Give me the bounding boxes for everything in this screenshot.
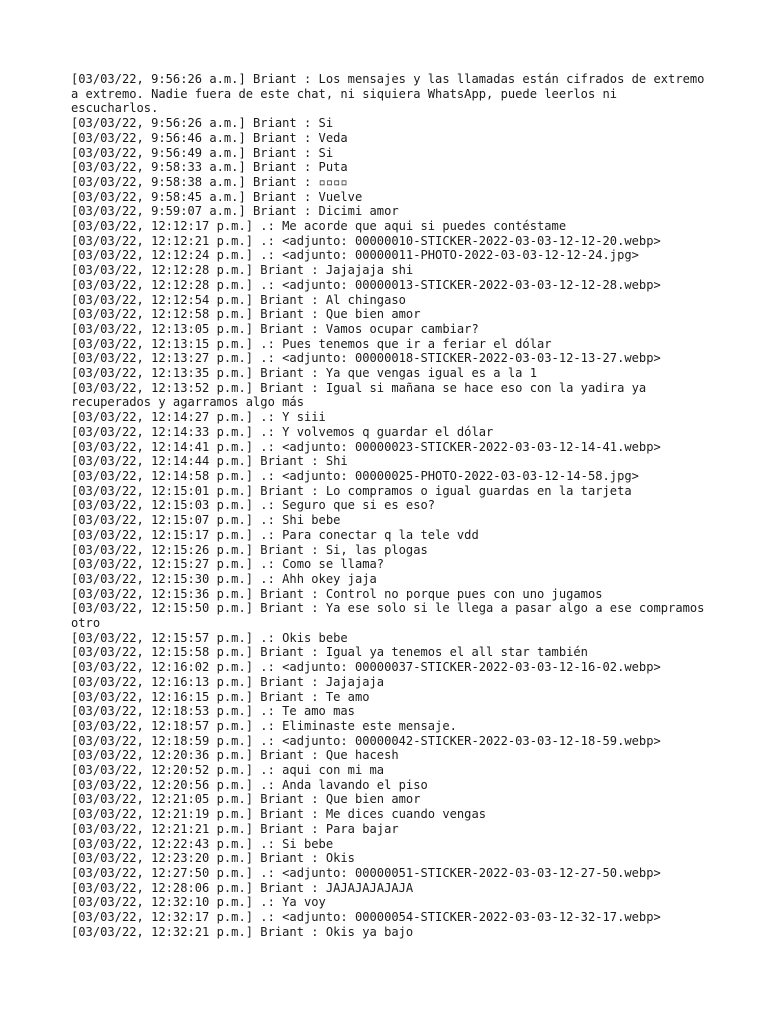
chat-message-line: [03/03/22, 12:14:58 p.m.] .: <adjunto: 00000025-PHOTO-2022-03-03-12-14-58.jpg> <box>71 468 639 483</box>
chat-message-line: [03/03/22, 12:15:36 p.m.] Briant : Control no porque pues con uno jugamos <box>71 586 603 601</box>
chat-message-line: [03/03/22, 12:12:17 p.m.] .: Me acorde que aqui si puedes contéstame <box>71 219 567 234</box>
chat-transcript <box>71 72 711 939</box>
chat-message-line: [03/03/22, 12:18:57 p.m.] .: Eliminaste este mensaje. <box>71 718 457 733</box>
chat-message-line: [03/03/22, 12:14:33 p.m.] .: Y volvemos q guardar el dólar <box>71 424 494 439</box>
chat-message-line: [03/03/22, 12:13:27 p.m.] .: <adjunto: 00000018-STICKER-2022-03-03-12-13-27.webp> <box>71 351 661 366</box>
chat-message-line: [03/03/22, 12:15:07 p.m.] .: Shi bebe <box>71 513 341 528</box>
chat-message-line: [03/03/22, 12:15:26 p.m.] Briant : Si, las plogas <box>71 542 428 557</box>
chat-message-line: [03/03/22, 12:14:44 p.m.] Briant : Shi <box>71 454 348 469</box>
chat-message-line: [03/03/22, 12:12:28 p.m.] Briant : Jajajaja shi <box>71 263 414 278</box>
chat-message-line: [03/03/22, 12:15:57 p.m.] .: Okis bebe <box>71 630 348 645</box>
chat-message-line: [03/03/22, 12:14:41 p.m.] .: <adjunto: 00000023-STICKER-2022-03-03-12-14-41.webp> <box>71 439 661 454</box>
chat-message-line: [03/03/22, 12:21:21 p.m.] Briant : Para bajar <box>71 821 399 836</box>
chat-message-line: [03/03/22, 12:32:10 p.m.] .: Ya voy <box>71 895 326 910</box>
chat-message-line: [03/03/22, 12:15:03 p.m.] .: Seguro que si es eso? <box>71 498 436 513</box>
chat-message-line: [03/03/22, 12:13:52 p.m.] Briant : Igual si mañana se hace eso con la yadira ya recuperados y agarramos algo más <box>71 380 654 410</box>
chat-message-line: [03/03/22, 9:58:38 a.m.] Briant : ▫▫▫▫ <box>71 174 348 189</box>
chat-message-line: [03/03/22, 9:58:45 a.m.] Briant : Vuelve <box>71 189 363 204</box>
chat-message-line: [03/03/22, 9:58:33 a.m.] Briant : Puta <box>71 160 348 175</box>
chat-message-line: [03/03/22, 12:15:50 p.m.] Briant : Ya ese solo si le llega a pasar algo a ese compramos otro <box>71 601 712 631</box>
chat-message-line: [03/03/22, 12:15:30 p.m.] .: Ahh okey jaja <box>71 571 377 586</box>
chat-message-line: [03/03/22, 12:15:17 p.m.] .: Para conectar q la tele vdd <box>71 527 479 542</box>
chat-message-line: [03/03/22, 12:15:58 p.m.] Briant : Igual ya tenemos el all star también <box>71 645 588 660</box>
chat-message-line: [03/03/22, 9:59:07 a.m.] Briant : Dicimi amor <box>71 204 399 219</box>
chat-message-line: [03/03/22, 12:13:35 p.m.] Briant : Ya que vengas igual es a la 1 <box>71 366 537 381</box>
chat-message-line: [03/03/22, 12:12:21 p.m.] .: <adjunto: 00000010-STICKER-2022-03-03-12-12-20.webp> <box>71 233 661 248</box>
chat-message-line: [03/03/22, 12:20:56 p.m.] .: Anda lavando el piso <box>71 777 428 792</box>
chat-message-line: [03/03/22, 12:16:13 p.m.] Briant : Jajajaja <box>71 674 385 689</box>
chat-message-line: [03/03/22, 12:32:21 p.m.] Briant : Okis ya bajo <box>71 924 414 939</box>
chat-message-line: [03/03/22, 12:32:17 p.m.] .: <adjunto: 00000054-STICKER-2022-03-03-12-32-17.webp> <box>71 910 661 925</box>
chat-message-line: [03/03/22, 12:21:05 p.m.] Briant : Que bien amor <box>71 792 421 807</box>
chat-message-line: [03/03/22, 12:15:27 p.m.] .: Como se llama? <box>71 557 385 572</box>
chat-message-line: [03/03/22, 9:56:26 a.m.] Briant : Si <box>71 116 334 131</box>
chat-message-line: [03/03/22, 12:13:05 p.m.] Briant : Vamos ocupar cambiar? <box>71 321 479 336</box>
chat-message-line: [03/03/22, 12:20:52 p.m.] .: aqui con mi ma <box>71 763 385 778</box>
chat-message-line: [03/03/22, 12:12:54 p.m.] Briant : Al chingaso <box>71 292 406 307</box>
chat-message-line: [03/03/22, 12:15:01 p.m.] Briant : Lo compramos o igual guardas en la tarjeta <box>71 483 632 498</box>
chat-message-line: [03/03/22, 12:21:19 p.m.] Briant : Me dices cuando vengas <box>71 807 487 822</box>
chat-message-line: [03/03/22, 12:16:02 p.m.] .: <adjunto: 00000037-STICKER-2022-03-03-12-16-02.webp> <box>71 660 661 675</box>
chat-message-line: [03/03/22, 12:12:58 p.m.] Briant : Que bien amor <box>71 307 421 322</box>
chat-message-line: [03/03/22, 12:18:53 p.m.] .: Te amo mas <box>71 704 355 719</box>
chat-message-line: [03/03/22, 12:28:06 p.m.] Briant : JAJAJAJAJAJA <box>71 880 414 895</box>
chat-message-line: [03/03/22, 12:18:59 p.m.] .: <adjunto: 00000042-STICKER-2022-03-03-12-18-59.webp> <box>71 733 661 748</box>
chat-message-line: [03/03/22, 12:23:20 p.m.] Briant : Okis <box>71 851 355 866</box>
chat-message-line: [03/03/22, 12:20:36 p.m.] Briant : Que hacesh <box>71 748 399 763</box>
chat-message-line: [03/03/22, 12:12:24 p.m.] .: <adjunto: 00000011-PHOTO-2022-03-03-12-12-24.jpg> <box>71 248 639 263</box>
chat-message-line: [03/03/22, 12:22:43 p.m.] .: Si bebe <box>71 836 334 851</box>
chat-message-line: [03/03/22, 12:14:27 p.m.] .: Y siii <box>71 410 326 425</box>
chat-message-line: [03/03/22, 12:16:15 p.m.] Briant : Te amo <box>71 689 370 704</box>
chat-message-line: [03/03/22, 9:56:49 a.m.] Briant : Si <box>71 145 334 160</box>
chat-message-line: [03/03/22, 12:27:50 p.m.] .: <adjunto: 00000051-STICKER-2022-03-03-12-27-50.webp> <box>71 865 661 880</box>
chat-message-line: [03/03/22, 9:56:26 a.m.] Briant : Los mensajes y las llamadas están cifrados de extremo a extremo. Nadie fuera de este chat, ni siquiera WhatsApp, puede leerlos ni escucharlos. <box>71 72 712 116</box>
chat-message-line: [03/03/22, 12:12:28 p.m.] .: <adjunto: 00000013-STICKER-2022-03-03-12-12-28.webp> <box>71 277 661 292</box>
chat-message-line: [03/03/22, 12:13:15 p.m.] .: Pues tenemos que ir a feriar el dólar <box>71 336 552 351</box>
chat-message-line: [03/03/22, 9:56:46 a.m.] Briant : Veda <box>71 130 348 145</box>
